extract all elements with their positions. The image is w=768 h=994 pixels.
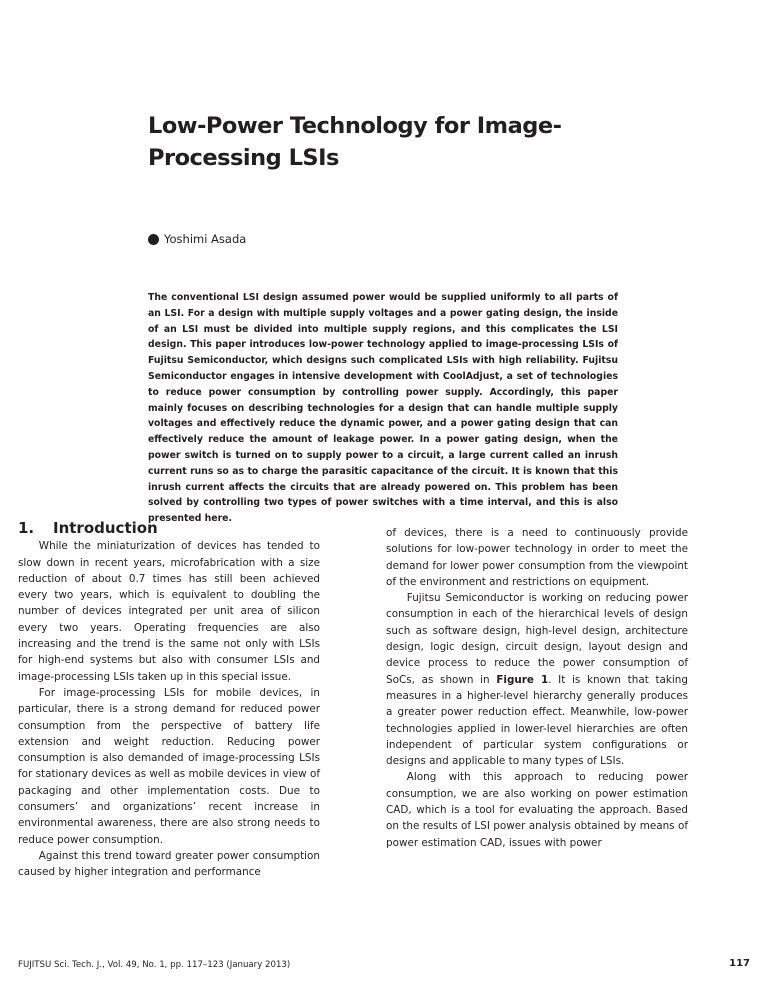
section-number: 1. xyxy=(18,519,35,537)
abstract: The conventional LSI design assumed power would be supplied uniformly to all parts of an LSI. For a design with multiple supply voltages and a power gating design, the inside of an LSI must be divided into multiple supply regions, and this complicates the LSI design. This paper introduces low-power technology applied to image-processing LSIs of Fujitsu Semiconductor, which designs such complicated LSIs with high reliability. Fujitsu Semiconductor engages in intensive development with CoolAdjust, a set of technologies to reduce power consumption by controlling power supply. Accordingly, this paper mainly focuses on describing technologies for a design that can handle multiple supply voltages and effectively reduce the dynamic power, and a power gating design that can effectively reduce the amount of leakage power. In a power gating design, when the power switch is turned on to supply power to a circuit, a large current called an inrush current runs so as to charge the parasitic capacitance of the circuit. It is known that this inrush current affects the circuits that are already powered on. This problem has been solved by controlling two types of power switches with a time interval, and this is also presented here. xyxy=(148,292,618,525)
paragraph-text: . It is known that taking measures in a higher-level hierarchy generally produces a greater power reduction effect. Meanwhile, low-power technologies applied in lower-level hierarchies are often independent of particular system configurations or designs and applicable to many types of LSIs. xyxy=(386,673,688,768)
page-number: 117 xyxy=(729,958,750,969)
author-name: Yoshimi Asada xyxy=(164,232,247,246)
figure-reference[interactable]: Figure 1 xyxy=(496,673,549,686)
paragraph: Along with this approach to reducing power consumption, we are also working on power estimation CAD, which is a tool for evaluating the approach. Based on the results of LSI power analysis obtained by means of power estimation CAD, issues with power xyxy=(386,771,688,849)
bullet-icon xyxy=(148,234,159,245)
paragraph: For image-processing LSIs for mobile devices, in particular, there is a strong demand for reduced power consumption from the perspective of battery life extension and weight reduction. Reducing power consumption is also demanded of image-processing LSIs for stationary devices as well as mobile devices in view of packaging and other implementation costs. Due to consumers’ and organizations’ recent increase in environmental awareness, there are also strong needs to reduce power consumption. xyxy=(18,686,320,846)
journal-citation: FUJITSU Sci. Tech. J., Vol. 49, No. 1, pp. 117–123 (January 2013) xyxy=(18,960,291,970)
section-heading xyxy=(18,520,320,536)
paragraph: of devices, there is a need to continuously provide solutions for low-power technology in order to meet the demand for lower power consumption from the viewpoint of the environment and restrictions on equipment. xyxy=(386,527,688,588)
paragraph xyxy=(386,590,688,769)
author-line xyxy=(148,232,246,246)
paragraph: Against this trend toward greater power consumption caused by higher integration and performance xyxy=(18,849,320,879)
paper-title: Low-Power Technology for Image-Processing LSIs xyxy=(148,113,562,171)
section-title: Introduction xyxy=(53,519,158,537)
paragraph-text: Fujitsu Semiconductor is working on reducing power consumption in each of the hierarchical levels of design such as software design, high-level design, architecture design, logic design, circuit design, layout design and device process to reduce the power consumption of SoCs, as shown in xyxy=(386,592,688,686)
paragraph: While the miniaturization of devices has tended to slow down in recent years, microfabrication with a size reduction of about 0.7 times has still been achieved every two years, which is equivalent to doubling the number of devices integrated per unit area of silicon every two years. Operating frequencies are also increasing and the trend is the same not only with LSIs for high-end systems but also with consumer LSIs and image-processing LSIs taken up in this special issue. xyxy=(18,540,320,683)
right-column xyxy=(386,525,688,851)
left-column xyxy=(18,520,320,881)
